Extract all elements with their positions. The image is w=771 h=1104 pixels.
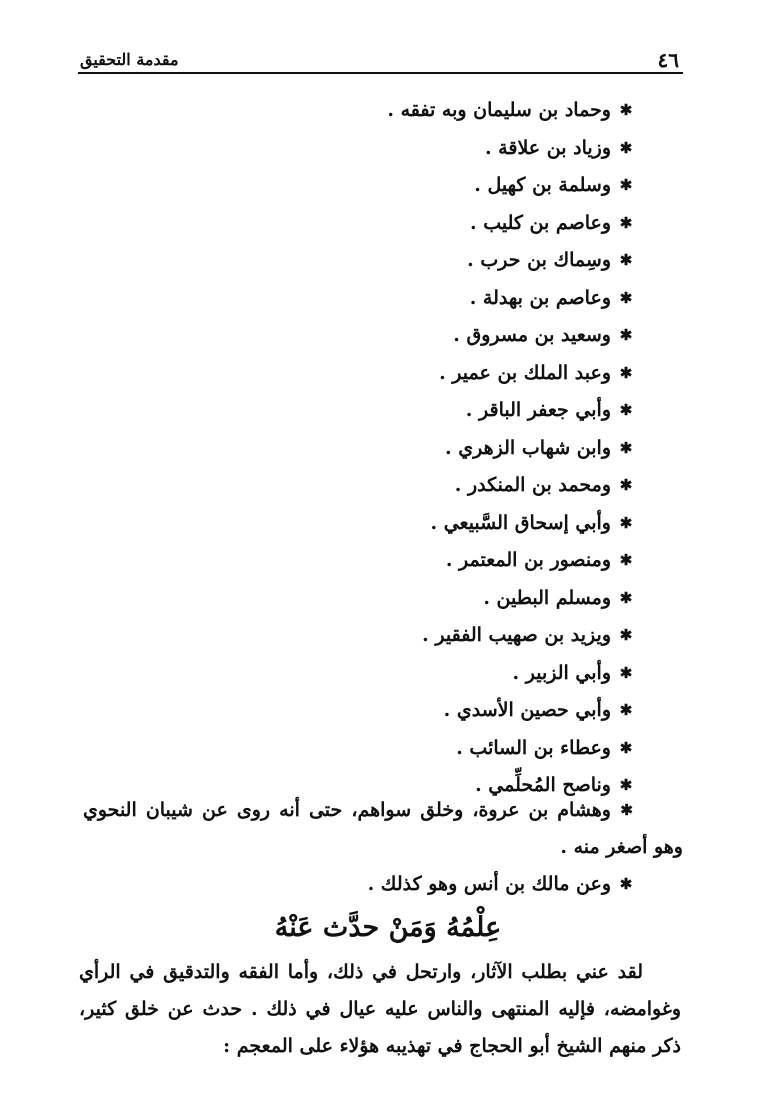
- list-item-text: ومحمد بن المنكدر .: [454, 474, 611, 496]
- list-item: [73, 205, 633, 243]
- list-item-text: وزياد بن علاقة .: [484, 136, 611, 159]
- list-item: [73, 130, 633, 168]
- section-heading: عِلْمُهُ وَمَنْ حدَّث عَنْهُ: [274, 912, 502, 943]
- star-bullet-icon: ✱: [619, 776, 633, 794]
- page-number: ٤٦: [657, 48, 679, 72]
- list-item-text: وناصح المُحلِّمي .: [475, 774, 611, 796]
- list-item: [73, 167, 633, 205]
- star-bullet-icon: ✱: [619, 326, 633, 344]
- list-item-text: وسِماك بن حرب .: [467, 249, 611, 271]
- star-bullet-icon: ✱: [619, 626, 633, 644]
- list-item-text: وأبي حصين الأسدي .: [443, 699, 611, 721]
- running-title: مقدمة التحقيق: [80, 50, 179, 69]
- star-bullet-icon: ✱: [619, 701, 633, 719]
- star-bullet-icon: ✱: [619, 588, 633, 607]
- list-item-text: ويزيد بن صهيب الفقير .: [422, 624, 611, 646]
- list-item-text: وحماد بن سليمان وبه تفقه .: [387, 99, 611, 121]
- list-item-text: وعطاء بن السائب .: [456, 736, 611, 759]
- list-item-text: ومسلم البطين .: [483, 586, 611, 609]
- star-bullet-icon: ✱: [619, 513, 633, 532]
- list-item-last: [73, 866, 633, 903]
- list-item-text: وعاصم بن كليب .: [469, 211, 611, 234]
- list-item: [73, 542, 633, 580]
- list-item-text: وعاصم بن بهدلة .: [469, 286, 611, 309]
- star-bullet-icon: ✱: [619, 288, 633, 307]
- list-item-text: وسلمة بن كهيل .: [474, 174, 611, 196]
- star-bullet-icon: ✱: [619, 401, 633, 419]
- star-bullet-icon: ✱: [619, 438, 633, 457]
- list-item-text: وهشام بن عروة، وخلق سواهم، حتى أنه روى عن شيبان النحوي وهو أصغر منه .: [83, 799, 683, 858]
- star-bullet-icon: ✱: [620, 801, 633, 819]
- list-item: [73, 730, 633, 768]
- list-item-text: وأبي الزبير .: [512, 661, 611, 684]
- star-bullet-icon: ✱: [619, 101, 633, 119]
- list-item: [73, 355, 633, 393]
- list-item: [73, 580, 633, 618]
- page-header: [78, 46, 683, 74]
- list-item-text: وأبي إسحاق السَّبيعي .: [430, 511, 611, 534]
- star-bullet-icon: ✱: [619, 738, 633, 757]
- star-bullet-icon: ✱: [619, 213, 633, 232]
- star-bullet-icon: ✱: [619, 363, 633, 382]
- list-item: [73, 280, 633, 318]
- list-item-text: وسعيد بن مسروق .: [453, 324, 611, 346]
- teacher-list: [73, 92, 633, 805]
- star-bullet-icon: ✱: [619, 476, 633, 494]
- list-item-text: وابن شهاب الزهري .: [445, 436, 611, 459]
- star-bullet-icon: ✱: [619, 176, 633, 194]
- list-item: [73, 692, 633, 730]
- list-item: [73, 430, 633, 468]
- list-item: [73, 392, 633, 430]
- list-item-text: وعبد الملك بن عمير .: [439, 361, 611, 384]
- list-item: [73, 655, 633, 693]
- star-bullet-icon: ✱: [619, 551, 633, 569]
- star-bullet-icon: ✱: [619, 875, 633, 893]
- list-item-text: ومنصور بن المعتمر .: [445, 549, 611, 571]
- list-item: [73, 242, 633, 280]
- list-item-text: وأبي جعفر الباقر .: [465, 399, 611, 421]
- star-bullet-icon: ✱: [619, 663, 633, 682]
- body-paragraph: لقد عني بطلب الآثار، وارتحل في ذلك، وأما الفقه والتدقيق في الرأي وغوامضه، فإليه المنتهى والناس عليه عيال في ذلك . حدث عن خلق كثير، ذكر منهم الشيخ أبو الحجاج في تهذيبه هؤلاء على المعجم :: [79, 961, 681, 1057]
- list-item: [73, 505, 633, 543]
- list-item-long: [83, 792, 683, 866]
- list-item: [73, 467, 633, 505]
- star-bullet-icon: ✱: [619, 251, 633, 269]
- list-item-text: وعن مالك بن أنس وهو كذلك .: [367, 873, 611, 895]
- list-item: [73, 92, 633, 130]
- star-bullet-icon: ✱: [619, 138, 633, 157]
- list-item: [73, 317, 633, 355]
- list-item: [73, 617, 633, 655]
